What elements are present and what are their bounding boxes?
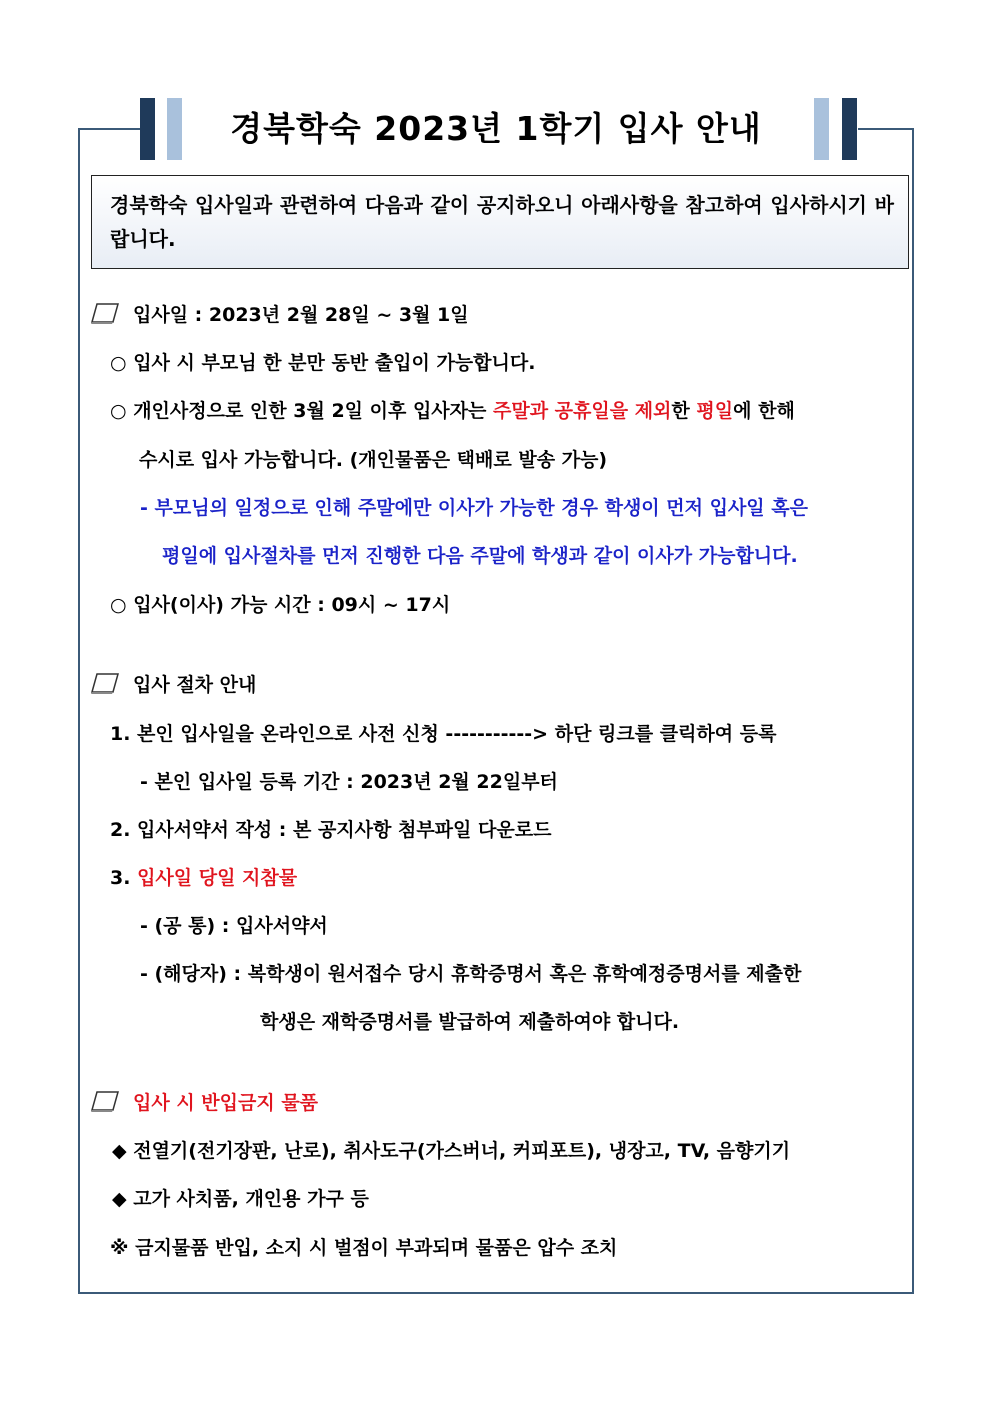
section2-step3-sub2-line2: 학생은 재학증명서를 발급하여 제출하여야 합니다. xyxy=(260,1011,680,1033)
memo-icon xyxy=(89,672,119,694)
memo-icon xyxy=(89,1090,119,1112)
section1-heading: 입사일 : 2023년 2월 28일 ~ 3월 1일 xyxy=(133,304,469,326)
section1-item2-line2: 수시로 입사 가능합니다. (개인물품은 택배로 발송 가능) xyxy=(139,449,608,471)
title-bar-left-dark xyxy=(140,98,155,160)
section2-step1-sub: - 본인 입사일 등록 기간 : 2023년 2월 22일부터 xyxy=(140,771,558,793)
section2-heading: 입사 절차 안내 xyxy=(133,674,257,696)
section2-step2: 2. 입사서약서 작성 : 본 공지사항 첨부파일 다운로드 xyxy=(110,819,552,841)
section3-note: ※ 금지물품 반입, 소지 시 벌점이 부과되며 물품은 압수 조치 xyxy=(110,1237,618,1259)
section2-step3: 3. 입사일 당일 지참물 xyxy=(110,867,298,889)
section3-heading: 입사 시 반입금지 물품 xyxy=(133,1092,319,1114)
section3-item2: ◆ 고가 사치품, 개인용 가구 등 xyxy=(112,1188,369,1210)
section3-item1: ◆ 전열기(전기장판, 난로), 취사도구(가스버너, 커피포트), 냉장고, TV, 음향기기 xyxy=(112,1140,791,1162)
title-bar-left-light xyxy=(167,98,182,160)
section2-step1: 1. 본인 입사일을 온라인으로 사전 신청 -----------> 하단 링크를 클릭하여 등록 xyxy=(110,723,777,745)
section1-note-line1: - 부모님의 일정으로 인해 주말에만 이사가 가능한 경우 학생이 먼저 입사일 혹은 xyxy=(140,497,808,519)
title-bar-right-dark xyxy=(842,98,857,160)
section1-item3: ○ 입사(이사) 가능 시간 : 09시 ~ 17시 xyxy=(110,594,451,616)
intro-box: 경북학숙 입사일과 관련하여 다음과 같이 공지하오니 아래사항을 참고하여 입사하시기 바랍니다. xyxy=(91,175,909,269)
section2-step3-sub1: - (공 통) : 입사서약서 xyxy=(140,915,328,937)
memo-icon xyxy=(89,302,119,324)
section1-item2: ○ 개인사정으로 인한 3월 2일 이후 입사자는 주말과 공휴일을 제외한 평일에 한해 xyxy=(110,400,795,422)
page-title: 경북학숙 2023년 1학기 입사 안내 xyxy=(230,109,762,148)
title-bar-right-light xyxy=(814,98,829,160)
section2-step3-sub2-line1: - (해당자) : 복학생이 원서접수 당시 휴학증명서 혹은 휴학예정증명서를 제출한 xyxy=(140,963,802,985)
section1-note-line2: 평일에 입사절차를 먼저 진행한 다음 주말에 학생과 같이 이사가 가능합니다. xyxy=(162,545,798,567)
section1-item1: ○ 입사 시 부모님 한 분만 동반 출입이 가능합니다. xyxy=(110,352,536,374)
